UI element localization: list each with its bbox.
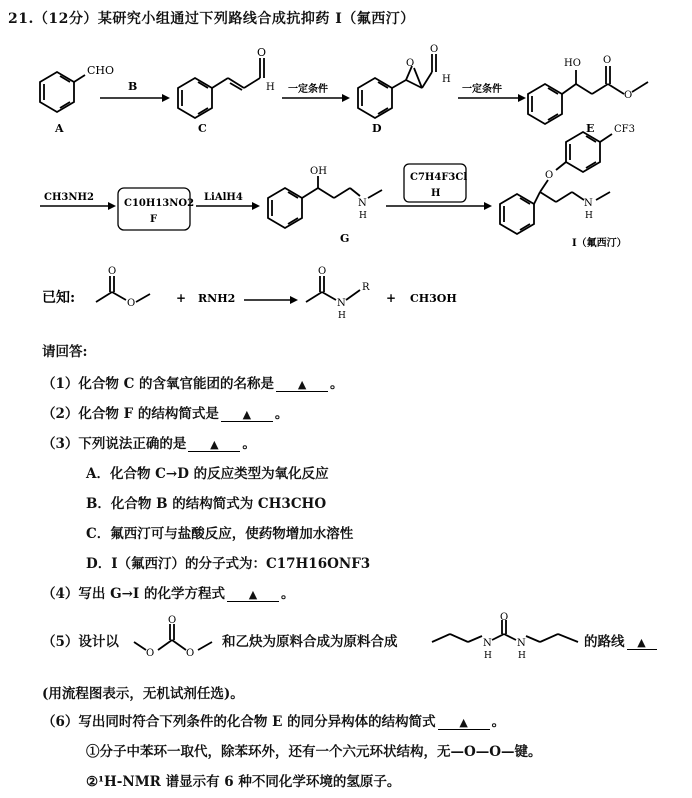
compound-a-label: A <box>55 122 64 135</box>
arrow-cond2-label: 一定条件 <box>462 84 502 95</box>
compound-i-o: O <box>545 170 554 181</box>
question-2-text: （2）化合物 F 的结构简式是 <box>42 406 219 422</box>
compound-d-oxygen: O <box>430 44 439 55</box>
question-5-note: (用流程图表示，无机试剂任选)。 <box>42 686 244 702</box>
compound-c-h: H <box>266 82 275 93</box>
compound-c-structure <box>178 58 264 118</box>
compound-d-epoxide-o: O <box>406 58 415 69</box>
option-c: C．氟西汀可与盐酸反应，使药物增加水溶性 <box>86 526 354 542</box>
amide-r: R <box>362 282 370 293</box>
arrow-cond1-label: 一定条件 <box>288 84 328 95</box>
question-6 <box>42 710 505 730</box>
answer-blank-2: ▲ <box>221 408 273 422</box>
ester-carbonyl-o: O <box>108 266 117 277</box>
compound-e-carbonyl-o: O <box>603 55 612 66</box>
urea-n-left: N <box>483 638 492 649</box>
question-4 <box>42 582 294 602</box>
carbonate-o-left: O <box>146 648 155 659</box>
compound-g-h: H <box>359 211 367 221</box>
question-5-part-c <box>584 630 659 650</box>
option-a: A．化合物 C→D 的反应类型为氧化反应 <box>86 466 329 482</box>
urea-h-left: H <box>484 651 492 661</box>
amide-structure <box>306 276 360 302</box>
question-6-period: 。 <box>491 714 506 730</box>
compound-f-label: F <box>150 214 158 225</box>
answer-blank-1: ▲ <box>276 378 328 392</box>
question-1-period: 。 <box>330 376 344 392</box>
known-label: 已知: <box>42 290 76 306</box>
dimethyl-carbonate-structure <box>128 614 226 660</box>
compound-e-ho: HO <box>564 58 581 69</box>
ester-structure <box>96 276 150 302</box>
question-2-period: 。 <box>274 406 289 422</box>
compound-i-cf3: CF3 <box>614 124 635 135</box>
known-plus-2: + <box>386 291 397 305</box>
compound-i-n: N <box>584 198 593 209</box>
question-3-period: 。 <box>242 436 256 452</box>
known-plus-1: + <box>176 291 187 305</box>
condition-1: ①分子中苯环一取代，除苯环外，还有一个六元环状结构，无—O—O—键。 <box>86 744 542 760</box>
known-ch3oh: CH3OH <box>410 292 457 305</box>
compound-a-group: CHO <box>87 64 115 77</box>
question-3-text: （3）下列说法正确的是 <box>42 436 187 452</box>
reagent-lialh4: LiAlH4 <box>204 192 243 203</box>
answer-blank-6: ▲ <box>438 716 490 730</box>
amide-carbonyl-o: O <box>318 266 327 277</box>
ester-o: O <box>127 298 136 309</box>
amide-h: H <box>338 311 346 321</box>
arrow-b-label: B <box>128 80 138 93</box>
urea-target-structure <box>428 612 584 668</box>
compound-e-label: E <box>586 122 595 135</box>
compound-f-formula: C10H13NO2 <box>124 198 195 209</box>
compound-i-label: I（氟西汀） <box>572 238 627 249</box>
known-reaction <box>0 260 692 330</box>
questions-prompt: 请回答: <box>42 344 88 360</box>
carbonate-o-right: O <box>186 648 195 659</box>
question-3 <box>42 432 256 452</box>
answer-blank-4: ▲ <box>227 588 279 602</box>
compound-g-oh: OH <box>310 166 327 177</box>
compound-i-h: H <box>585 211 593 221</box>
known-rnh2: RNH2 <box>198 292 236 305</box>
question-title: 21.（12分）某研究小组通过下列路线合成抗抑药 I（氟西汀） <box>8 11 415 27</box>
urea-h-right: H <box>518 651 526 661</box>
compound-a-structure <box>40 72 85 112</box>
question-6-text: （6）写出同时符合下列条件的化合物 E 的同分异构体的结构简式 <box>42 714 436 730</box>
scheme-row-2 <box>0 118 692 258</box>
carbonate-o-top: O <box>168 615 177 626</box>
compound-e-ester-o: O <box>624 90 633 101</box>
compound-c-oxygen: O <box>257 46 267 59</box>
compound-c-label: C <box>198 122 207 135</box>
condition-2: ②¹H-NMR 谱显示有 6 种不同化学环境的氢原子。 <box>86 774 401 790</box>
compound-g-label: G <box>340 232 350 245</box>
option-d: D．I（氟西汀）的分子式为：C17H16ONF3 <box>86 556 371 572</box>
compound-i-structure <box>500 132 612 234</box>
compound-g-n: N <box>358 198 367 209</box>
question-4-period: 。 <box>280 586 295 602</box>
compound-h-label: H <box>431 188 441 199</box>
question-5-route-text: 的路线 <box>584 634 625 650</box>
question-1-text: （1）化合物 C 的含氧官能团的名称是 <box>42 376 275 392</box>
option-b: B．化合物 B 的结构简式为 CH3CHO <box>86 496 327 512</box>
question-5-part-b: 和乙炔为原料合成为原料合成 <box>222 634 398 650</box>
answer-blank-5: ▲ <box>627 636 657 650</box>
compound-h-formula: C7H4F3Cl <box>410 172 468 183</box>
question-1 <box>42 372 344 392</box>
question-2 <box>42 402 288 422</box>
compound-d-label: D <box>372 122 382 135</box>
compound-d-h: H <box>442 74 451 85</box>
reagent-ch3nh2: CH3NH2 <box>44 192 94 203</box>
question-5-part-a: （5）设计以 <box>42 634 119 650</box>
answer-blank-3: ▲ <box>188 438 240 452</box>
compound-d-structure <box>358 54 436 118</box>
urea-n-right: N <box>517 638 526 649</box>
question-4-text: （4）写出 G→I 的化学方程式 <box>42 586 225 602</box>
urea-o: O <box>500 612 509 623</box>
amide-n: N <box>337 298 346 309</box>
